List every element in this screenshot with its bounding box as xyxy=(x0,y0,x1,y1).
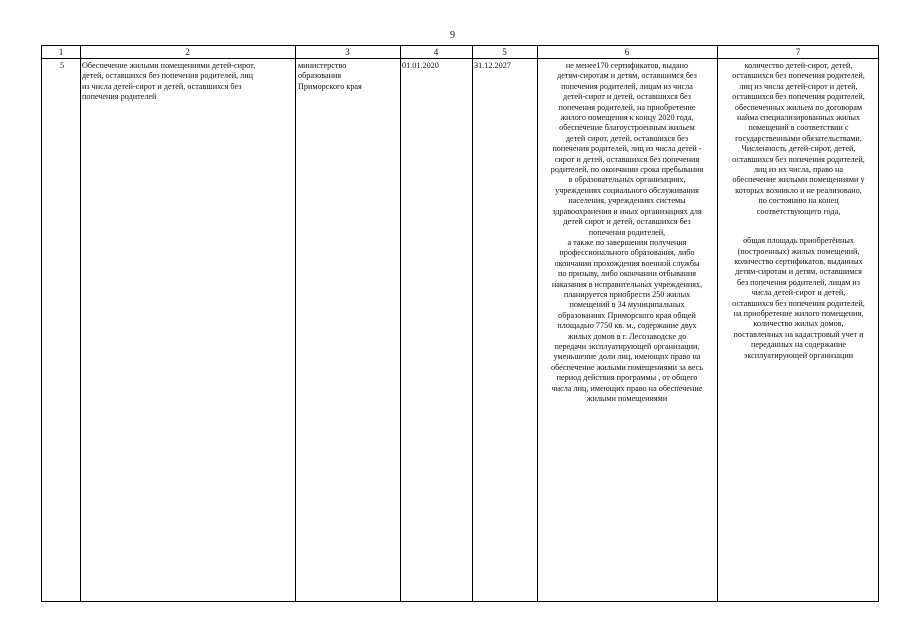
result-line: жилыми помещениями xyxy=(586,394,668,403)
executor-line: министерство xyxy=(298,61,347,70)
result-line: детей-сирот и детей, оставшихся без xyxy=(563,92,691,102)
indicator-line: переданных на содержание xyxy=(751,340,846,350)
result-line: обеспечение жилыми помещениями за весь xyxy=(550,362,704,372)
indicator-line: Численность детей-сирот, детей, xyxy=(741,144,856,154)
indicator-line: поставленных на кадастровый учет и xyxy=(733,329,864,339)
executor-line: Приморского края xyxy=(298,81,362,91)
page-number: 9 xyxy=(450,30,455,41)
column-header-1: 1 xyxy=(58,47,64,57)
measure-name-line: попечения родителей xyxy=(82,92,157,102)
indicator-line: общая площадь приобретённых xyxy=(743,236,854,246)
result-line: попечения родителей, xyxy=(588,227,666,237)
result-line: период действия программы , от общего xyxy=(556,373,698,383)
result-line: родителей, по окончании срока пребывания xyxy=(550,165,704,175)
indicator-line: оставшихся без попечения родителей, xyxy=(732,298,865,308)
indicator-line: лиц из числа детей-сирот и детей, xyxy=(739,81,858,91)
result-line: сирот и детей, оставшихся без попечения xyxy=(554,154,700,164)
indicator-line: государственными обязательствами. xyxy=(735,133,862,143)
result-line: обеспечение благоустроенным жильем xyxy=(559,123,695,133)
header-row-divider xyxy=(42,58,878,59)
indicator-line: числа детей-сирот и детей, xyxy=(751,288,846,298)
indicator-line: оставшихся без попечения родителей, xyxy=(732,92,865,102)
result-line: наказания в исправительных учреждениях, xyxy=(551,279,703,289)
responsible-executor xyxy=(298,61,398,92)
result-line: планируется приобрести 250 жилых xyxy=(563,289,691,299)
column-header-4: 4 xyxy=(433,47,439,57)
column-header-6: 6 xyxy=(624,47,630,57)
indicator-line: количество жилых домов, xyxy=(753,319,844,329)
column-divider xyxy=(295,46,296,601)
result-line: жилых домов в г. Лесозаводске до xyxy=(567,331,687,341)
column-header-2: 2 xyxy=(185,47,190,57)
indicator-gap xyxy=(718,217,879,236)
result-line: не менее170 сертификатов, выдано xyxy=(565,61,689,70)
indicator-line: детям-сиротам и детям, оставшимся xyxy=(735,267,862,277)
result-line: жилого помещения к концу 2020 года, xyxy=(560,113,694,123)
indicator-line: соответствующего года, xyxy=(756,206,841,216)
column-header-7: 7 xyxy=(795,47,801,57)
indicator-line: эксплуатирующей организации xyxy=(743,350,854,360)
result-line: в образовательных организациях, xyxy=(568,175,686,185)
indicator-line: по состоянию на конец xyxy=(758,196,839,206)
program-table xyxy=(41,45,879,602)
indicator-line: обеспечение жилыми помещениями у xyxy=(732,175,865,185)
indicator-line: найма специализированных жилых xyxy=(736,113,861,123)
result-line: числа лиц, имеющих право на обеспечение xyxy=(551,383,703,393)
column-divider xyxy=(472,46,473,601)
target-indicators xyxy=(718,61,879,361)
indicator-line: (построенных) жилых помещений, xyxy=(737,246,860,256)
indicator-line: помещений в соответствии с xyxy=(748,123,849,133)
measure-name-line: Обеспечение жилыми помещениями детей-сирот, xyxy=(82,61,256,70)
expected-result xyxy=(538,61,716,404)
indicator-line: которых возникло и не реализовано, xyxy=(735,185,862,195)
indicator-line: оставшихся без попечения родителей, xyxy=(732,71,865,81)
result-line: а также по завершении получения xyxy=(567,237,687,247)
indicator-line: количество сертификатов, выданных xyxy=(734,256,863,266)
column-divider xyxy=(400,46,401,601)
result-line: здравоохранения и иных организациях для xyxy=(552,206,702,216)
executor-line: образования xyxy=(298,71,342,81)
measure-name xyxy=(82,61,294,103)
indicator-line: лиц из их числа, право на xyxy=(753,165,844,175)
column-header-5: 5 xyxy=(502,47,507,57)
result-line: по призыву, либо окончании отбывания xyxy=(557,269,697,279)
result-line: площадью 7750 кв. м., содержание двух xyxy=(557,321,697,331)
result-line: окончании прохождения военной службы xyxy=(554,258,700,268)
start-date: 01.01.2020 xyxy=(402,61,439,70)
row-number: 5 xyxy=(60,61,65,70)
indicator-line: количество детей-сирот, детей, xyxy=(744,61,853,70)
result-line: детей сирот и детей, оставшихся без xyxy=(563,217,691,227)
result-line: населения, учреждениях системы xyxy=(568,196,686,206)
indicator-line: на приобретение жилого помещения, xyxy=(733,308,864,318)
measure-name-line: детей, оставшихся без попечения родителей, лиц xyxy=(82,71,254,81)
result-line: детям-сиротам и детям, оставшимся без xyxy=(557,71,697,81)
result-line: уменьшение доли лиц, имеющих право на xyxy=(553,352,701,362)
result-line: попечения родителей, лиц из числа детей - xyxy=(552,144,702,154)
result-line: профессионального образования, либо xyxy=(559,248,695,258)
result-line: попечения родителей, на приобретение xyxy=(558,102,696,112)
indicator-line: оставшихся без попечения родителей, xyxy=(732,154,865,164)
result-line: детей сирот, детей, оставшихся без xyxy=(565,133,689,143)
indicator-line: обеспеченных жильем по договорам xyxy=(734,102,863,112)
measure-name-line: из числа детей-сирот и детей, оставшихся без xyxy=(82,81,242,91)
result-line: образованиях Приморского края общей xyxy=(558,310,696,320)
end-date: 31.12.2027 xyxy=(474,61,511,70)
indicator-line: без попечения родителей, лицам из xyxy=(737,277,860,287)
column-header-3: 3 xyxy=(345,47,350,57)
result-line: учреждениях социального обслуживания xyxy=(555,185,699,195)
result-line: помещений в 34 муниципальных xyxy=(569,300,685,310)
result-line: попечения родителей, лицам из числа xyxy=(561,81,693,91)
column-divider xyxy=(80,46,81,601)
result-line: передачи эксплуатирующей организации, xyxy=(554,341,700,351)
